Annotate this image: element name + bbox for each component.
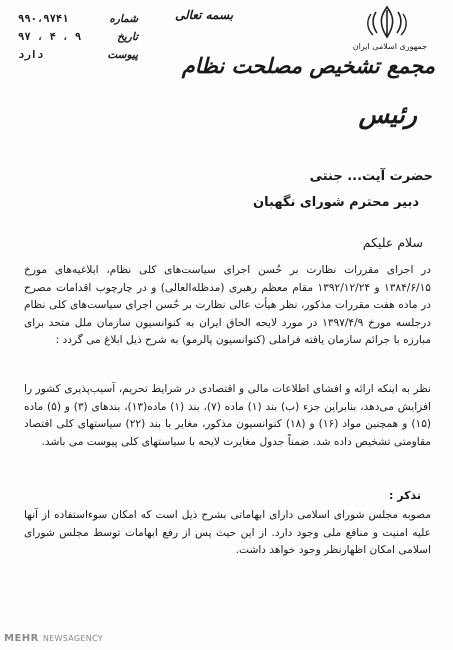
republic-label: جمهوری اسلامی ایران xyxy=(352,42,427,51)
number-value: ۹۹۰،۹۷۴۱ xyxy=(18,13,69,25)
letter-metadata xyxy=(18,10,138,64)
date-value: ۹ ، ۴ ، ۹۷ xyxy=(18,31,82,43)
body-paragraph-3: مصوبه مجلس شورای اسلامی دارای ابهاماتی بشرح ذیل است که امکان سوءاستفاده از آنها علیه امنیت و منافع ملی وجود دارد. از این حیث پس از رفع ابهامات توسط مجلس شورای اسلامی امکان اظهارنظر وجود خواهد داشت. xyxy=(24,509,431,556)
addressee-position: دبیر محترم شورای نگهبان xyxy=(253,195,419,210)
news-agency-watermark xyxy=(4,633,103,644)
date-row xyxy=(18,28,138,46)
body-paragraph-1: در اجرای مقررات نظارت بر حُسن اجرای سیاست‌های کلی نظام، ابلاغیه‌های مورخ ۱۳۸۴/۶/۱۵ و ۱۳۹۲/۱۲/۲۴ مقام معظم رهبری (مدظله‌العالی) و در چارچوب اقدامات مصرح در ماده هفت مقررات مذکور، نظر هیأت عالی نظارت بر حُسن اجرای سیاست‌های کلی نظام درجلسه مورخ ۱۳۹۷/۴/۹ در مورد لایحه الحاق ایران به کنوانسیون سازمان ملل متحد برای مبارزه با جرائم سازمان یافته فراملی (کنوانسیون پالرمو) به شرح ذیل ابلاغ می گردد : xyxy=(24,264,431,346)
number-label: شماره xyxy=(109,13,138,25)
iran-emblem-icon xyxy=(363,4,411,40)
addressee: حضرت آیت... جنتی xyxy=(309,169,433,184)
greeting: سلام علیکم xyxy=(362,235,423,250)
note-label: تذکر : xyxy=(389,489,421,502)
watermark-agency: NEWSAGENCY xyxy=(42,634,103,643)
number-row xyxy=(18,10,138,28)
watermark-brand: MEHR xyxy=(4,633,39,644)
organization-name: مجمع تشخیص مصلحت نظام xyxy=(181,54,435,78)
office-title: رئیس xyxy=(358,100,417,129)
basmala-heading: بسمه تعالی xyxy=(175,8,234,22)
attachment-label: پیوست xyxy=(107,49,138,61)
date-label: تاریخ xyxy=(117,31,138,43)
body-paragraph-2: نظر به اینکه ارائه و افشای اطلاعات مالی و اقتصادی در شرایط تحریم، آسیب‌پذیری کشور را افزایش می‌دهد، بنابراین جزء (ب) بند (۱) ماده (۷)، بند (۱) ماده(۱۳)، بندهای (۳) و (۵) ماده (۱۵) و همچنین مواد (۱۶) و (۱۸) کنوانسیون مذکور، مغایر با بند (۲۲) سیاستهای کلی اقتصاد مقاومتی تشخیص داده شد. ضمناً جدول مغایرت لایحه با سیاستهای کلی پیوست می باشد. xyxy=(24,383,432,448)
attachment-value: دارد xyxy=(18,49,44,61)
attachment-row xyxy=(18,46,138,64)
